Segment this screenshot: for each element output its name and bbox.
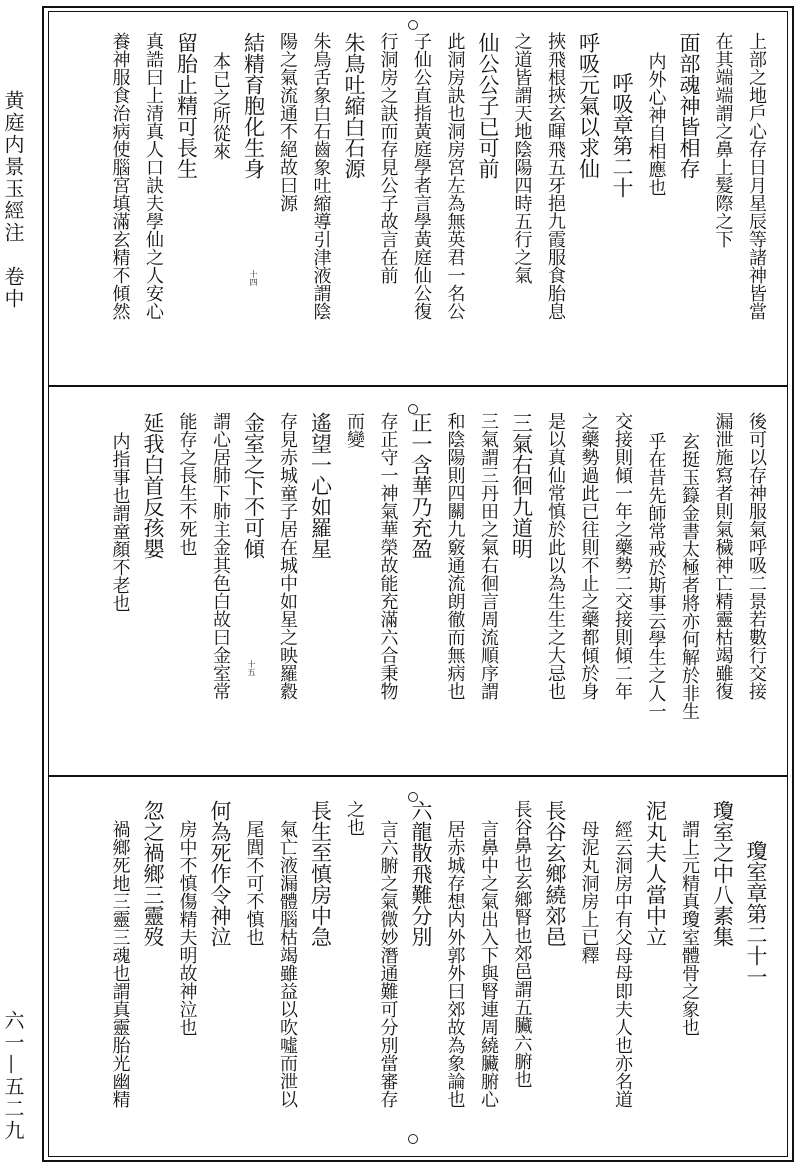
text-column: 謂上元精真瓊室體骨之象也 — [679, 820, 700, 1036]
text-column: 和陰陽則四關九竅通流朗徹而無病也 — [444, 412, 466, 700]
book-title-margin: 黄庭内景玉經注 卷中 — [1, 90, 25, 310]
text-column: 長谷鼻也玄鄉腎也郊邑謂五臟六腑也 — [511, 800, 533, 1088]
panel-divider-bottom — [48, 775, 788, 777]
text-column: 瓊室之中八素集 — [710, 800, 735, 947]
folio-mark: 十四 — [249, 270, 258, 286]
text-column: 上部之地戶心存日月星辰等諸神皆當 — [746, 32, 767, 320]
text-column: 子仙公直指黃庭學者言學黃庭仙公復 — [411, 32, 432, 320]
text-column: 忽之禍鄉三靈歿 — [141, 800, 165, 947]
binding-hole — [408, 1134, 418, 1144]
text-column: 是以真仙常慎於此以為生生之大忌也 — [545, 412, 566, 700]
text-column: 乎在昔先師常戒於斯事云學生之人一 — [645, 432, 667, 720]
text-column: 長谷玄鄉繞郊邑 — [543, 800, 567, 947]
text-column: 結精育胞化生身 — [241, 32, 266, 179]
text-column: 泥丸夫人當中立 — [643, 800, 668, 947]
text-column: 養神服食治病使腦宮填滿玄精不傾然 — [109, 32, 131, 320]
page-number-margin: 六一—五二九 — [1, 1010, 25, 1142]
text-column: 遙望一心如羅星 — [308, 412, 333, 559]
text-column: 面部魂神皆相存 — [677, 32, 701, 179]
text-column: 能存之長生不死也 — [176, 412, 198, 556]
text-column: 之道皆謂天地陰陽四時五行之氣 — [511, 32, 533, 284]
panel-divider-top — [48, 385, 788, 387]
binding-hole — [408, 20, 418, 30]
text-column: 存正守一神氣華榮故能充滿六合秉物 — [377, 412, 399, 700]
text-column: 氣亡液漏體腦枯竭雖益以吹噓而泄以 — [277, 820, 298, 1108]
text-column: 漏泄施寫者則氣穢神亡精靈枯竭雖復 — [712, 412, 734, 700]
text-column: 交接則傾一年之藥勢二交接則傾二年 — [612, 412, 633, 700]
folio-mark: 十五 — [247, 660, 256, 676]
text-column: 居赤城存想内外郭外曰郊故為象論也 — [444, 820, 466, 1108]
text-column: 三氣右徊九道明 — [509, 412, 534, 559]
text-column: 尾閭不可不慎也 — [243, 820, 265, 946]
text-column: 挾飛根挾玄暉飛五牙挹九霞服食胎息 — [545, 32, 566, 320]
text-column: 此洞房訣也洞房宮左為無英君一名公 — [444, 32, 466, 320]
text-column: 謂心居肺下肺主金其色白故曰金室常 — [210, 412, 231, 700]
text-column: 呼吸元氣以求仙 — [576, 32, 601, 179]
text-column: 本已之所從來 — [210, 52, 231, 160]
text-column: 存見赤城童子居在城中如星之映羅縠 — [277, 412, 298, 700]
text-column: 朱鳥舌象白石齒象吐縮導引津液謂陰 — [310, 32, 332, 320]
text-column: 呼吸章第二十 — [610, 72, 634, 198]
text-column: 正一含華乃充盈 — [409, 412, 433, 559]
text-column: 母泥丸洞房上已釋 — [578, 820, 600, 964]
text-column: 行洞房之訣而存見公子故言在前 — [377, 32, 399, 284]
text-column: 陽之氣流通不絕故曰源 — [277, 32, 298, 212]
text-column: 長生至慎房中急 — [308, 800, 333, 947]
text-column: 内外心神自相應也 — [645, 52, 667, 196]
text-column: 經云洞房中有父母母即夫人也亦名道 — [612, 820, 633, 1108]
text-column: 之也 — [344, 800, 365, 836]
text-column: 之藥勢過此已往則不止之藥都傾於身 — [578, 412, 600, 700]
text-column: 六龍散飛難分別 — [409, 800, 433, 947]
text-column: 三氣謂三丹田之氣右徊言周流順序謂 — [478, 412, 499, 700]
text-column: 瓊室章第二十一 — [744, 840, 768, 987]
text-column: 留胎止精可長生 — [174, 32, 199, 179]
text-column: 在其端端謂之鼻上髮際之下 — [712, 32, 734, 248]
text-column: 真誥曰上清真人口訣夫學仙之人安心 — [143, 32, 164, 320]
text-column: 禍鄉死地三靈三魂也謂真靈胎光幽精 — [109, 820, 131, 1108]
text-column: 延我白首反孩嬰 — [141, 412, 165, 559]
text-column: 玄挺玉籙金書太極者將亦何解於非生 — [679, 432, 700, 720]
text-column: 内指事也謂童顏不老也 — [109, 432, 131, 612]
text-column: 朱鳥吐縮白石源 — [342, 32, 366, 179]
text-column: 言鼻中之氣出入下與腎連周繞臟腑心 — [478, 820, 499, 1108]
text-column: 而變 — [344, 412, 365, 448]
text-column: 言六腑之氣微妙潛通難可分別當審存 — [377, 820, 399, 1108]
text-column: 後可以存神服氣呼吸二景若數行交接 — [746, 412, 767, 700]
text-column: 金室之下不可傾 — [241, 412, 266, 559]
text-column: 何為死作令神泣 — [208, 800, 232, 947]
text-column: 仙公公子已可前 — [476, 32, 500, 179]
text-column: 房中不慎傷精夫明故神泣也 — [176, 820, 198, 1036]
